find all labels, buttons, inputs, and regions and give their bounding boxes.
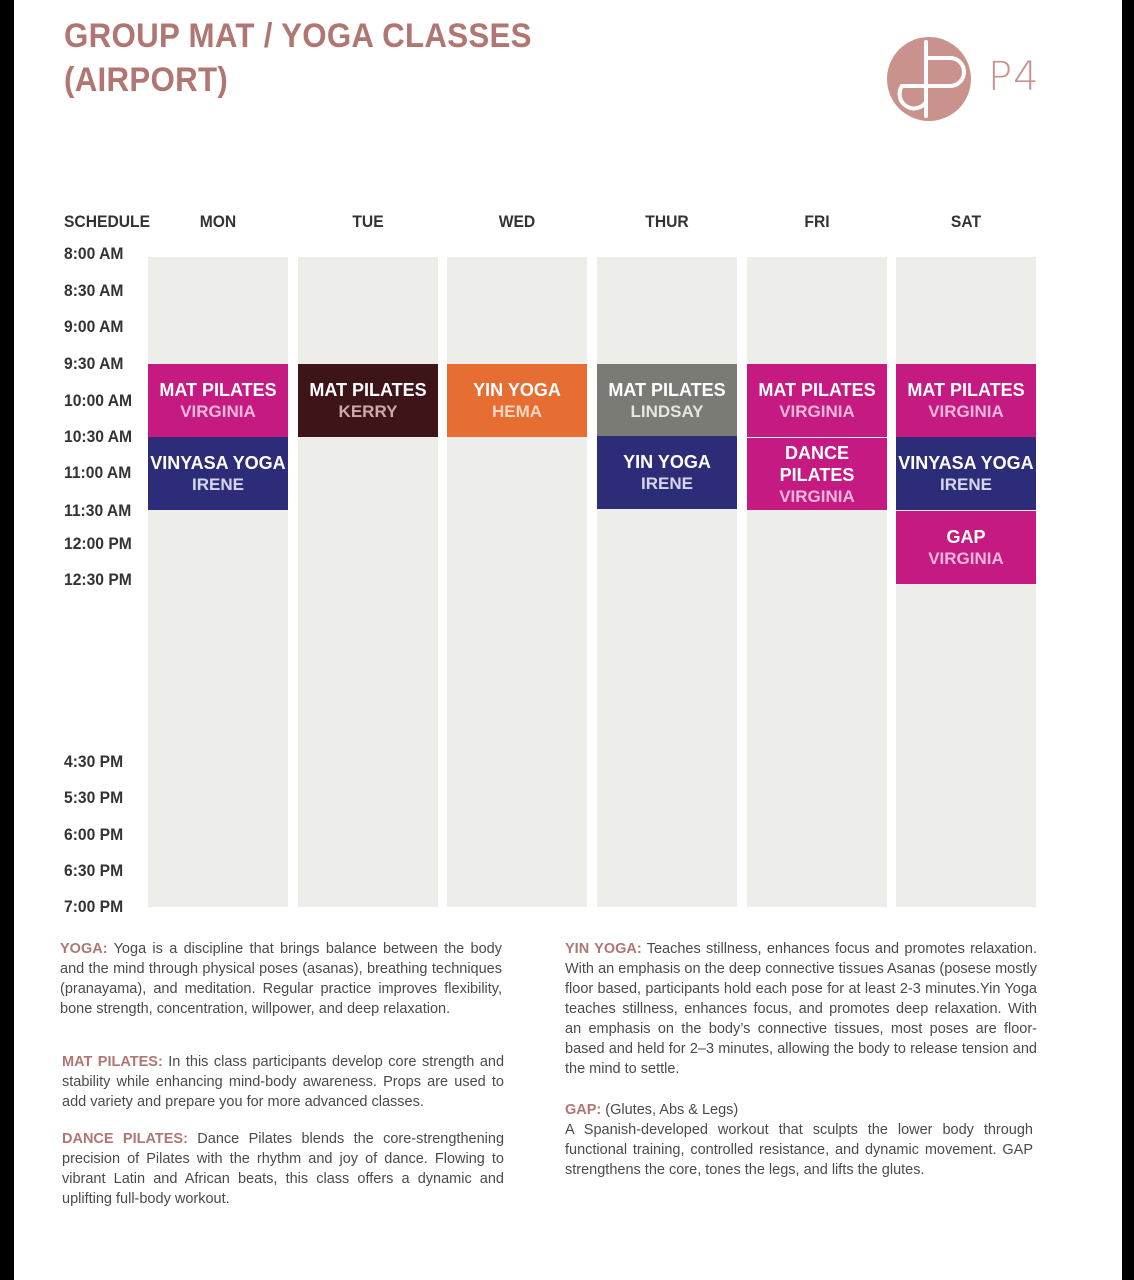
description-label: DANCE PILATES: xyxy=(62,1131,188,1147)
description-dance-pilates xyxy=(62,1129,504,1209)
day-header-mon: MON xyxy=(199,212,237,231)
p4-logo-mark-icon xyxy=(886,36,976,122)
time-label: 5:30 PM xyxy=(64,788,124,807)
class-name: YIN YOGA xyxy=(473,380,561,400)
time-label: 11:00 AM xyxy=(64,463,132,482)
description-yin-yoga xyxy=(565,939,1037,1079)
class-block-mon-mat-pilates[interactable] xyxy=(148,364,288,437)
time-label: 6:30 PM xyxy=(64,861,124,880)
class-name: MAT PILATES xyxy=(907,380,1025,400)
description-text: Yoga is a discipline that brings balance between the body and the mind through physical poses (asanas), breathing techniques (pranayama), and meditation. Regular practice improves flexibility, bone strength, concentration, willpower, and deep relaxation. xyxy=(60,941,502,1017)
time-label: 12:30 PM xyxy=(64,570,132,589)
description-text: In this class participants develop core strength and stability while enhancing mind-body awareness. Props are used to add variety and prepare you for more advanced classes. xyxy=(62,1054,505,1110)
time-label: 9:30 AM xyxy=(64,354,124,373)
schedule-page xyxy=(14,0,1122,1280)
day-header-thur: THUR xyxy=(645,212,689,231)
class-block-wed-yin-yoga[interactable] xyxy=(447,364,587,437)
class-block-sat-vinyasa-yoga[interactable] xyxy=(896,437,1036,510)
day-column-thur xyxy=(597,257,737,907)
class-block-tue-mat-pilates[interactable] xyxy=(298,364,438,437)
day-column-mon xyxy=(148,257,288,907)
time-label: 10:30 AM xyxy=(64,427,133,446)
day-header-fri: FRI xyxy=(804,212,830,231)
time-label: 6:00 PM xyxy=(64,825,124,844)
day-header-wed: WED xyxy=(498,212,536,231)
time-label: 9:00 AM xyxy=(64,317,124,336)
time-label: 7:00 PM xyxy=(64,897,124,916)
class-teacher: VIRGINIA xyxy=(928,549,1004,568)
day-header-sat: SAT xyxy=(950,212,982,231)
class-block-sat-gap[interactable] xyxy=(896,511,1036,584)
description-yoga xyxy=(60,939,502,1019)
description-text: A Spanish-developed workout that sculpts the lower body through functional training, controlled resistance, and dynamic movement. GAP strengthens the core, tones the legs, and lifts the glutes. xyxy=(565,1122,1033,1178)
page-title xyxy=(64,14,532,102)
description-subtitle: (Glutes, Abs & Legs) xyxy=(605,1102,739,1118)
class-teacher: VIRGINIA xyxy=(779,486,855,506)
time-label: 4:30 PM xyxy=(64,752,124,771)
class-block-thur-yin-yoga[interactable] xyxy=(597,436,737,509)
day-column-fri xyxy=(747,257,887,907)
class-teacher: VIRGINIA xyxy=(928,402,1004,421)
class-name: MAT PILATES xyxy=(758,380,876,400)
class-name: GAP xyxy=(946,527,986,547)
class-teacher: HEMA xyxy=(491,402,543,421)
class-name: YIN YOGA xyxy=(623,452,711,472)
day-column-wed xyxy=(447,257,587,907)
class-name-line-2: PILATES xyxy=(779,464,855,485)
class-name: VINYASA YOGA xyxy=(150,453,286,473)
schedule-header-label: SCHEDULE xyxy=(64,212,151,231)
class-teacher: VIRGINIA xyxy=(779,402,855,421)
class-block-sat-mat-pilates[interactable] xyxy=(896,364,1036,437)
description-text: Teaches stillness, enhances focus and promotes relaxation. With an emphasis on the deep connective tissues Asanas (posese mostly floor based, participants hold each pose for at least 2-3 minutes.Yin Yoga teaches stillness, enhances focus, and promotes deep relaxation. With an emphasis on the body’s connective tissues, most poses are floor-based and held for 2–3 minutes, allowing the body to release tension and the mind to settle. xyxy=(565,941,1037,1077)
description-label: MAT PILATES: xyxy=(62,1054,163,1070)
description-label: YOGA: xyxy=(60,941,108,957)
description-gap xyxy=(565,1100,1033,1180)
class-teacher: KERRY xyxy=(338,402,398,421)
class-name: MAT PILATES xyxy=(159,380,277,400)
logo-text: P4 xyxy=(988,54,1040,100)
class-block-mon-vinyasa-yoga[interactable] xyxy=(148,437,288,510)
time-label: 8:30 AM xyxy=(64,281,124,300)
class-name: MAT PILATES xyxy=(608,379,726,400)
time-label: 8:00 AM xyxy=(64,244,124,263)
class-teacher: IRENE xyxy=(192,475,244,494)
description-text: Dance Pilates blends the core-strengthening precision of Pilates with the rhythm and joy of dance. Flowing to vibrant Latin and African beats, this class offers a dynamic and uplifting full-body workout. xyxy=(62,1131,505,1207)
class-teacher: LINDSAY xyxy=(630,401,704,421)
class-block-thur-mat-pilates[interactable] xyxy=(597,364,737,436)
time-label: 11:30 AM xyxy=(64,501,132,520)
class-teacher: VIRGINIA xyxy=(180,402,256,421)
time-label: 10:00 AM xyxy=(64,391,133,410)
class-name: MAT PILATES xyxy=(309,380,427,400)
class-block-fri-mat-pilates[interactable] xyxy=(747,364,887,437)
day-header-tue: TUE xyxy=(352,212,384,231)
description-mat-pilates xyxy=(62,1052,504,1112)
description-label: YIN YOGA: xyxy=(565,941,642,957)
class-name-line-1: DANCE xyxy=(784,442,849,463)
class-teacher: IRENE xyxy=(641,474,693,493)
class-block-fri-dance-pilates[interactable] xyxy=(747,438,887,510)
p4-logo xyxy=(886,36,1040,122)
class-name: VINYASA YOGA xyxy=(898,453,1034,473)
title-line-2: (AIRPORT) xyxy=(64,61,229,99)
title-line-1: GROUP MAT / YOGA CLASSES xyxy=(64,17,532,55)
description-label: GAP: xyxy=(565,1102,602,1118)
time-label: 12:00 PM xyxy=(64,534,132,553)
class-teacher: IRENE xyxy=(940,475,992,494)
day-column-tue xyxy=(298,257,438,907)
